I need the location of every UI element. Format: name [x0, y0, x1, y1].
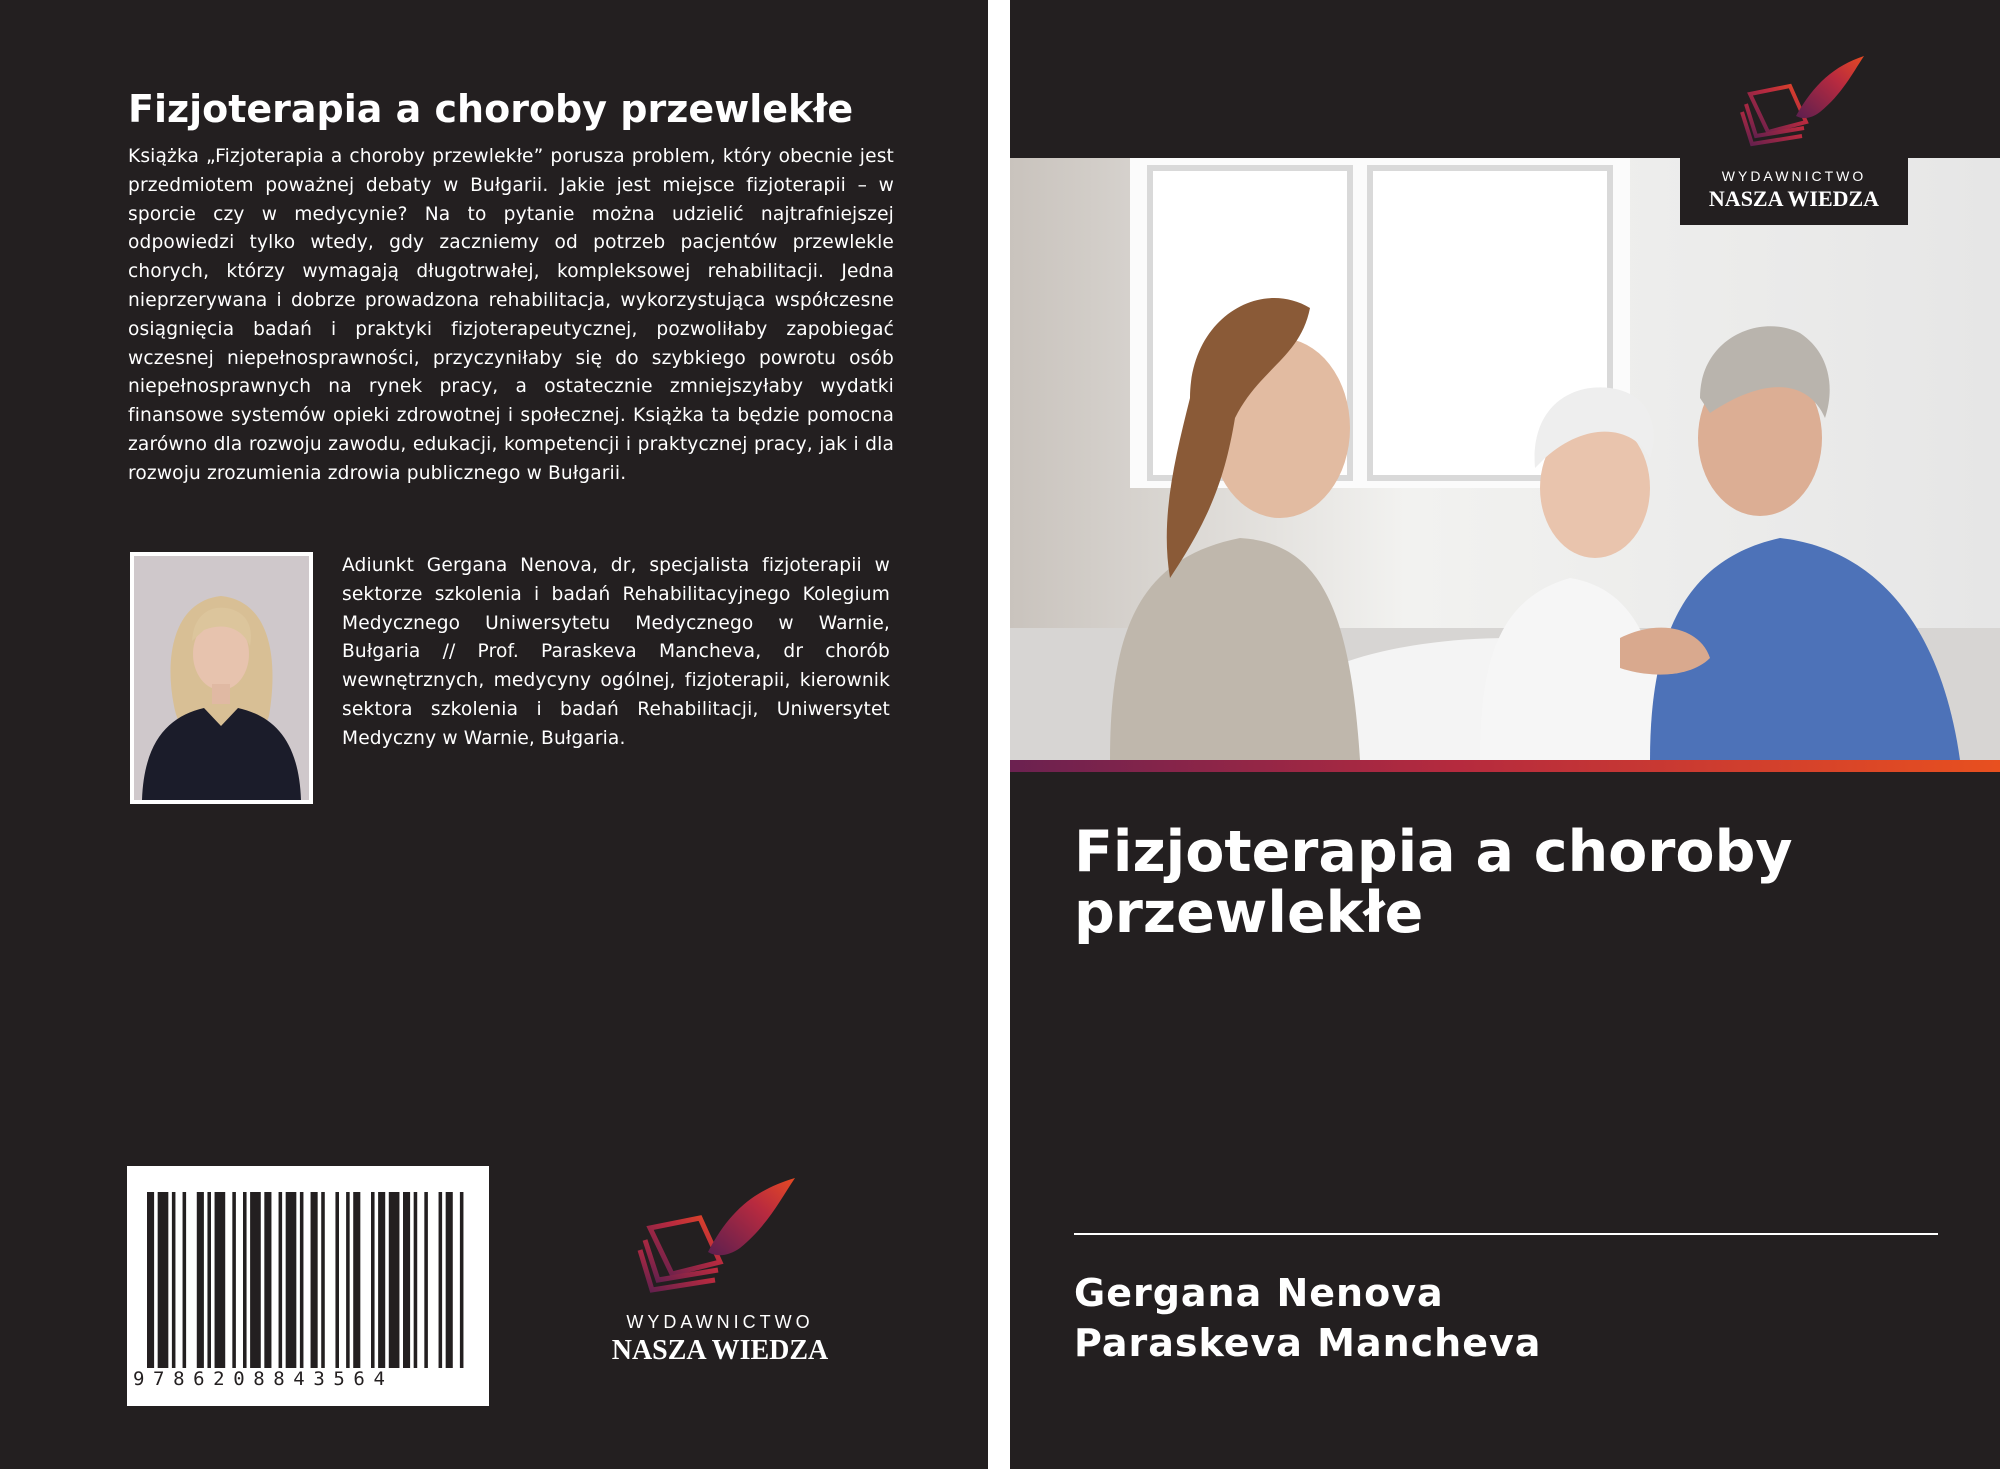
front-cover-authors [1074, 1268, 1934, 1368]
barcode-bar [183, 1192, 187, 1368]
barcode-bar [300, 1192, 304, 1368]
barcode-bar [389, 1192, 400, 1368]
barcode-bar [286, 1192, 297, 1368]
barcode-bar [321, 1192, 325, 1368]
book-quill-icon [590, 1170, 850, 1300]
barcode-bar [414, 1192, 418, 1368]
author-portrait-illustration [134, 556, 309, 800]
divider-line [1074, 1233, 1938, 1235]
book-quill-icon [1680, 52, 1908, 162]
barcode-bar [378, 1192, 385, 1368]
front-publisher-logo [1680, 52, 1908, 225]
barcode-bar [207, 1192, 211, 1368]
barcode-bar [279, 1192, 283, 1368]
barcode-bar [232, 1192, 236, 1368]
isbn-digits: 9786208843564 [133, 1368, 394, 1390]
barcode-bar [243, 1192, 247, 1368]
isbn-barcode [127, 1166, 489, 1406]
barcode-bar [158, 1192, 169, 1368]
barcode-bar [460, 1192, 464, 1368]
barcode-bar [424, 1192, 428, 1368]
barcode-bar [172, 1192, 176, 1368]
barcode-bar [439, 1192, 443, 1368]
front-cover-title: Fizjoterapia a choroby przewlekłe [1074, 819, 1793, 946]
barcode-bar [147, 1192, 154, 1368]
barcode-bar [335, 1192, 339, 1368]
spine-gap [988, 0, 1010, 1469]
caregiver-with-elderly-couple-photo [1010, 158, 2000, 760]
back-cover-title: Fizjoterapia a choroby przewlekłe [128, 87, 854, 131]
author-name: Gergana Nenova [1074, 1271, 1444, 1315]
back-cover-description: Książka „Fizjoterapia a choroby przewlekłe” porusza problem, który obecnie jest przedmiotem poważnej debaty w Bułgarii. Jakie jest miejsce fizjoterapii – w sporcie czy w medycynie? Na to pytanie można udzielić najtrafniejszej odpowiedzi tylko wtedy, gdy zaczniemy od potrzeb pacjentów przewlekle chorych, którzy wymagają długotrwałej, kompleksowej rehabilitacji. Jedna nieprzerywana i dobrze prowadzona rehabilitacja, wykorzystująca współczesne osiągnięcia badań i praktyki fizjoterapeutycznej, pozwoliłaby zapobiegać wczesnej niepełnosprawności, przyczyniłaby się do szybkiego powrotu osób niepełnosprawnych na rynek pracy, a ostatecznie zmniejszyłaby wydatki finansowe systemów opieki zdrowotnej i społecznej. Książka ta będzie pomocna zarówno dla rozwoju zawodu, edukacji, kompetencji i praktycznej pracy, jak i dla rozwoju zrozumienia zdrowia publicznego w Bułgarii. [128, 146, 894, 484]
barcode-bar [446, 1192, 453, 1368]
barcode-bar [197, 1192, 204, 1368]
author-portrait-photo [130, 552, 313, 804]
barcode-bar [353, 1192, 360, 1368]
author-name: Paraskeva Mancheva [1074, 1321, 1542, 1365]
barcode-bar [264, 1192, 271, 1368]
barcode-bar [250, 1192, 261, 1368]
barcode-bar [311, 1192, 318, 1368]
publisher-small-label: WYDAWNICTWO [1721, 168, 1867, 184]
back-publisher-logo [590, 1170, 850, 1370]
publisher-name: NASZA WIEDZA [1708, 186, 1880, 211]
barcode-bar [371, 1192, 375, 1368]
cover-photo-illustration [1010, 158, 2000, 760]
barcode-bars [147, 1192, 467, 1368]
barcode-bar [215, 1192, 226, 1368]
author-bio: Adiunkt Gergana Nenova, dr, specjalista fizjoterapii w sektorze szkolenia i badań Rehabilitacyjnego Kolegium Medycznego Uniwersytetu Medycznego w Warnie, Bułgaria // Prof. Paraskeva Mancheva, dr chorób wewnętrznych, medycyny ogólnej, fizjoterapii, kierownik sektora szkolenia i badań Rehabilitacji, Uniwersytet Medyczny w Warnie, Bułgaria. [342, 555, 890, 749]
publisher-small-label: WYDAWNICTWO [626, 1312, 814, 1332]
color-stripe [1010, 760, 2000, 772]
publisher-name: NASZA WIEDZA [611, 1335, 829, 1366]
barcode-bar [403, 1192, 410, 1368]
barcode-bar [346, 1192, 350, 1368]
